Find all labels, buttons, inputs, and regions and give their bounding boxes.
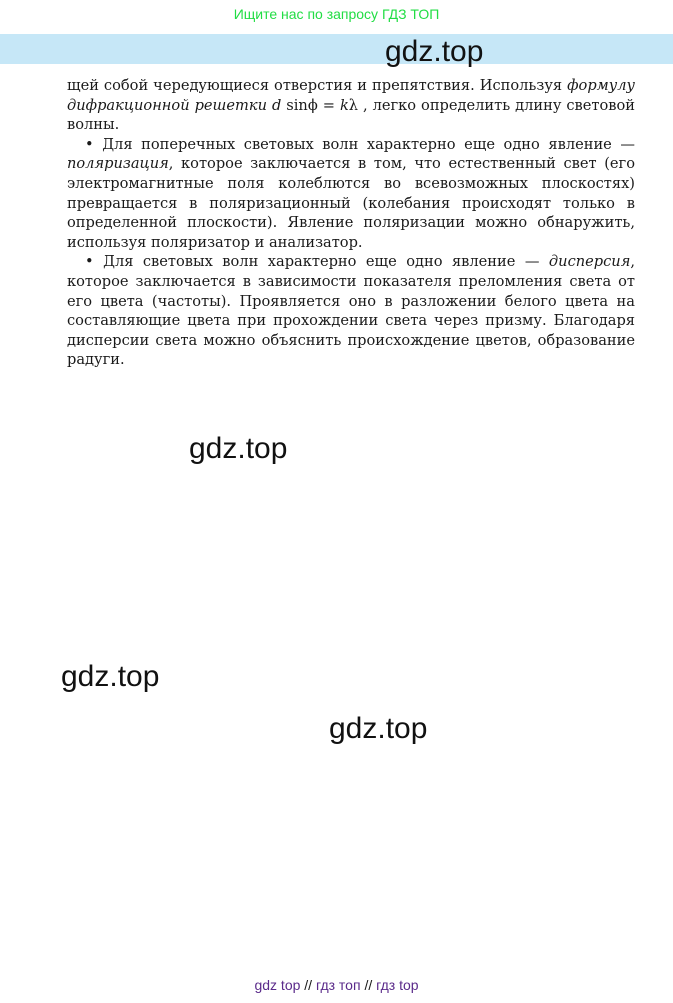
footer-separator: // (364, 977, 373, 993)
watermark: gdz.top (329, 712, 428, 745)
footer-link-gdz-top-mixed[interactable]: гдз top (376, 977, 419, 993)
paragraph-dispersion: • Для световых волн характерно еще одно явление — дисперсия, которое заключается в зависимости показателя преломления света от его цвета (частоты). Проявляется оно в разложении белого цвета на составляющие цвета при прохождении света через призму. Благодаря дисперсии света можно объяснить происхождение цветов, образование радуги. (67, 253, 635, 369)
term-dispersion: дисперсия (548, 253, 631, 271)
header-banner (0, 34, 673, 64)
search-hint-link[interactable]: Ищите нас по запросу ГДЗ ТОП (233, 6, 440, 22)
bullet: • (85, 135, 94, 153)
term-polarization: поляризация (67, 155, 169, 173)
watermark: gdz.top (189, 432, 288, 465)
textbook-text (67, 76, 635, 370)
footer-separator: // (304, 977, 313, 993)
paragraph-diffraction: щей собой чередующиеся отверстия и препятствия. Используя формулу дифракционной решетки d sinϕ = kλ , легко определить длину световой волны. (67, 77, 635, 134)
footer-link-gdz-top-ru[interactable]: гдз топ (315, 977, 361, 993)
bullet: • (85, 253, 94, 271)
paragraph-polarization: • Для поперечных световых волн характерно еще одно явление — поляризация, которое заключается в том, что естественный свет (его электромагнитные поля колеблются во всевозможных плоскостях) превращается в поляризационный (колебания происходят только в определенной плоскости). Явление поляризации можно обнаружить, используя поляризатор и анализатор. (67, 135, 635, 251)
diffraction-formula: d sinϕ = kλ (271, 96, 359, 114)
footer-links (0, 977, 673, 993)
term-diffraction-grating-formula: формулу дифракционной решетки (67, 77, 635, 114)
watermark: gdz.top (385, 35, 484, 68)
footer-link-gdz-top[interactable]: gdz top (254, 977, 301, 993)
watermark: gdz.top (61, 660, 160, 693)
